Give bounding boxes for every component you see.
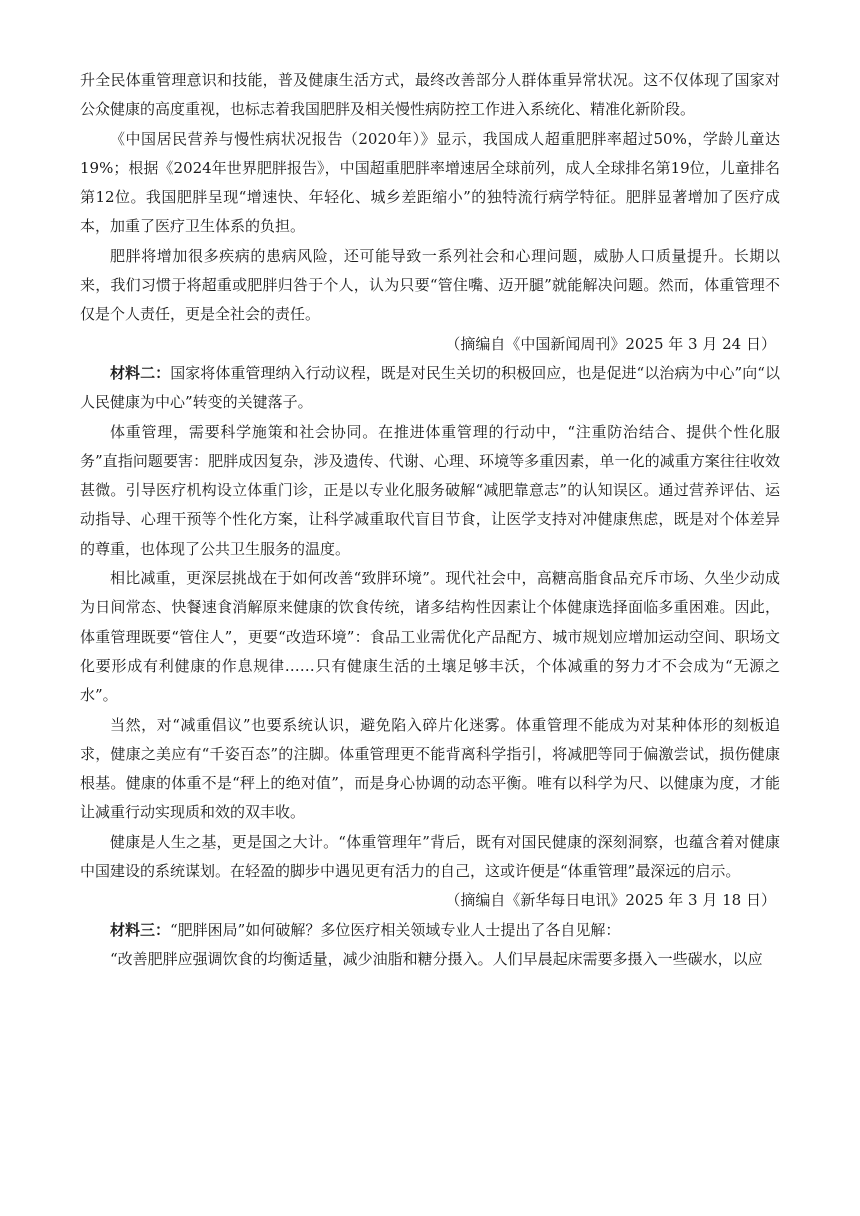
source-citation-2: （摘编自《新华每日电讯》2025 年 3 月 18 日） (445, 891, 776, 910)
paragraph-m2-science: 体重管理，需要科学施策和社会协同。在推进体重管理的行动中，“注重防治结合、提供个性化服务”直指问题要害：肥胖成因复杂，涉及遗传、代谢、心理、环境等多重因素，单一化的减重方案往往收效甚微。引导医疗机构设立体重门诊，正是以专业化服务破解“减肥靠意志”的认知误区。通过营养评估、运动指导、心理干预等个性化方案，让科学减重取代盲目节食，让医学支持对冲健康焦虑，既是对个体差异的尊重，也体现了公共卫生服务的温度。 (80, 422, 780, 558)
paragraph-m3-quote: “改善肥胖应强调饮食的均衡适量，减少油脂和糖分摄入。人们早晨起床需要多摄入一些碳水，以应 (110, 949, 763, 968)
paragraph-m2-intro (80, 359, 780, 418)
paragraph-m2-systematic: 当然，对“减重倡议”也要系统认识，避免陷入碎片化迷雾。体重管理不能成为对某种体形的刻板追求，健康之美应有“千姿百态”的注脚。体重管理更不能背离科学指引，将减肥等同于偏激尝试，损伤健康根基。健康的体重不是“秤上的绝对值”，而是身心协调的动态平衡。唯有以科学为尺、以健康为度，才能让减重行动实现质和效的双丰收。 (80, 715, 780, 822)
paragraph-m3-intro (80, 916, 780, 945)
material-3-label: 材料三： (110, 920, 171, 939)
material-3-intro-text: “肥胖困局”如何破解？多位医疗相关领域专业人士提出了各自见解： (170, 920, 621, 939)
paragraph-m2-environment: 相比减重，更深层挑战在于如何改善“致胖环境”。现代社会中，高糖高脂食品充斥市场、久坐少动成为日间常态、快餐速食消解原来健康的饮食传统，诸多结构性因素让个体健康选择面临多重困难。因此，体重管理既要“管住人”，更要“改造环境”：食品工业需优化产品配方、城市规划应增加运动空间、职场文化要形成有利健康的作息规律……只有健康生活的土壤足够丰沃，个体减重的努力才不会成为“无源之水”。 (80, 569, 780, 705)
paragraph-m2-conclusion: 健康是人生之基，更是国之大计。“体重管理年”背后，既有对国民健康的深刻洞察，也蕴含着对健康中国建设的系统谋划。在轻盈的脚步中遇见更有活力的自己，这或许便是“体重管理”最深远的启示。 (80, 832, 780, 881)
document-page (80, 66, 780, 974)
material-2-intro-text: 国家将体重管理纳入行动议程，既是对民生关切的积极回应，也是促进“以治病为中心”向“以人民健康为中心”转变的关键落子。 (80, 363, 780, 412)
paragraph-m1-responsibility: 肥胖将增加很多疾病的患病风险，还可能导致一系列社会和心理问题，威胁人口质量提升。长期以来，我们习惯于将超重或肥胖归咎于个人，认为只要“管住嘴、迈开腿”就能解决问题。然而，体重管理不仅是个人责任，更是全社会的责任。 (80, 246, 780, 324)
material-2-label: 材料二： (110, 363, 171, 382)
source-citation-1: （摘编自《中国新闻周刊》2025 年 3 月 24 日） (445, 334, 776, 353)
paragraph-m1-continued: 升全民体重管理意识和技能，普及健康生活方式，最终改善部分人群体重异常状况。这不仅体现了国家对公众健康的高度重视，也标志着我国肥胖及相关慢性病防控工作进入系统化、精准化新阶段。 (80, 71, 780, 119)
paragraph-m1-statistics: 《中国居民营养与慢性病状况报告（2020年）》显示，我国成人超重肥胖率超过50%，学龄儿童达19%；根据《2024年世界肥胖报告》，中国超重肥胖率增速居全球前列，成人全球排名第19位，儿童排名第12位。我国肥胖呈现“增速快、年轻化、城乡差距缩小”的独特流行病学特征。肥胖显著增加了医疗成本，加重了医疗卫生体系的负担。 (80, 129, 780, 236)
